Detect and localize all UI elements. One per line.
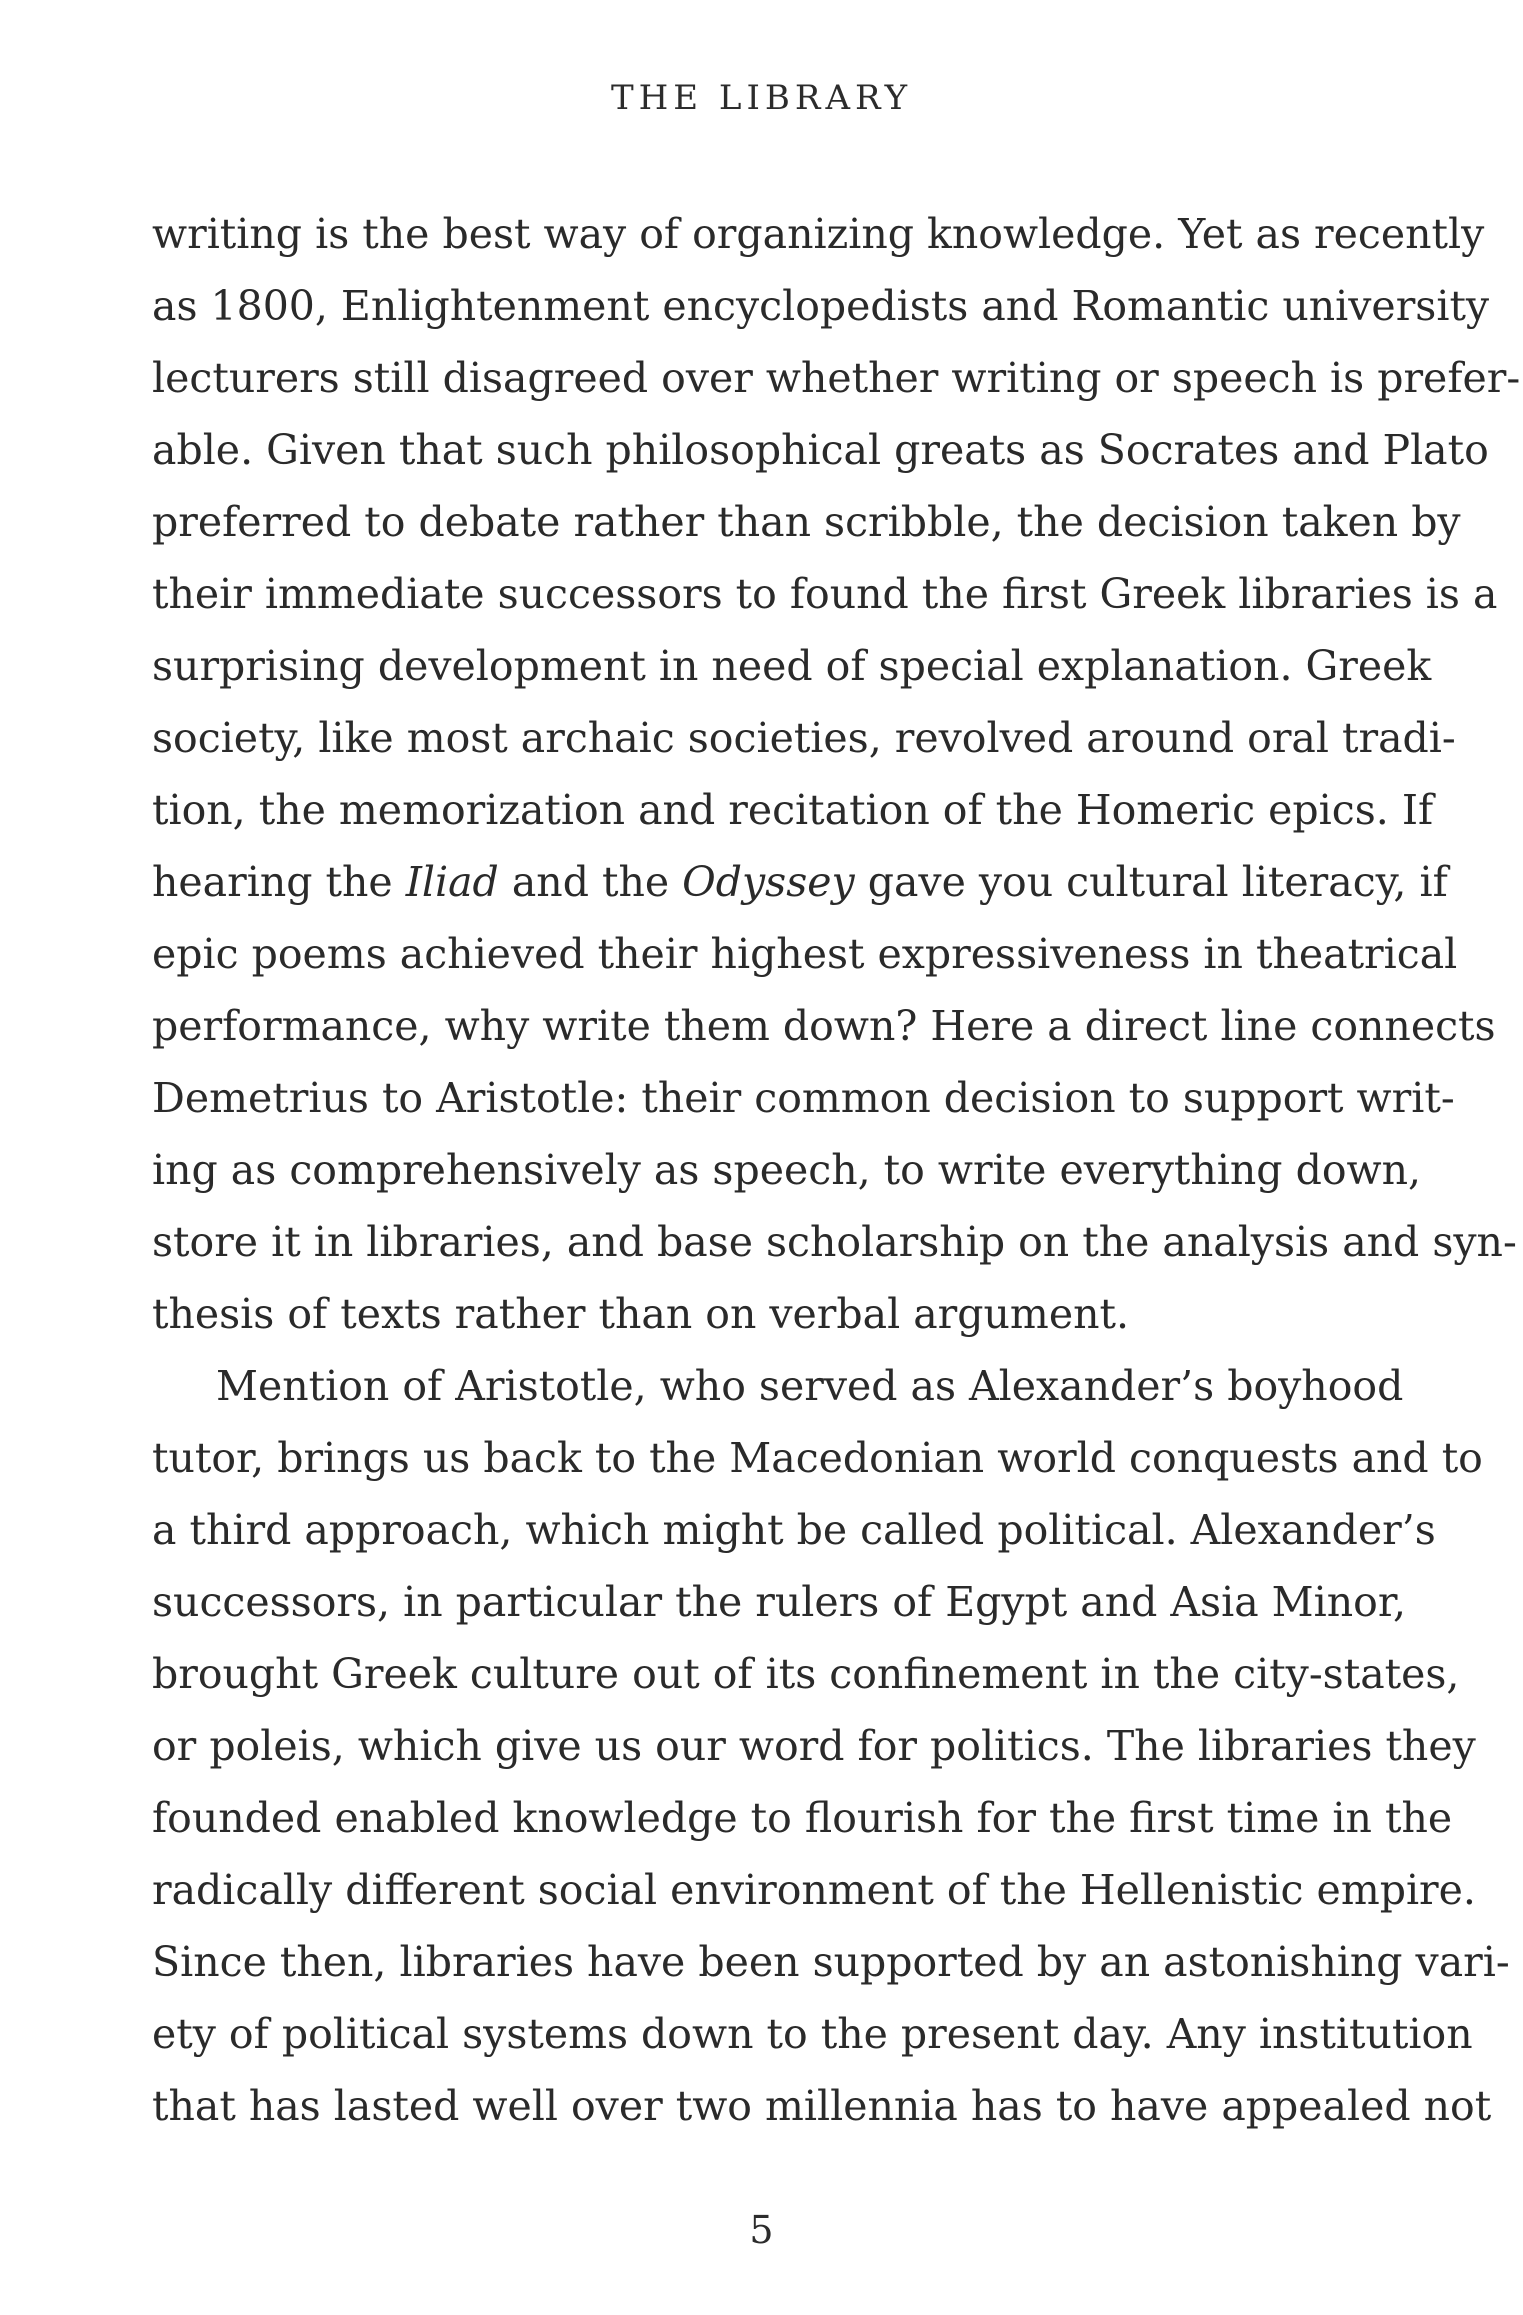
text-line-with-titles <box>152 846 1448 918</box>
text-line: as 1800, Enlightenment encyclopedists and Romantic university <box>152 282 1490 330</box>
text-line: performance, why write them down? Here a direct line connects <box>152 1002 1496 1050</box>
text-line: a third approach, which might be called political. Alexander’s <box>152 1506 1436 1554</box>
text-run: gave you cultural literacy, if <box>854 858 1448 906</box>
text-line: Mention of Aristotle, who served as Alexander’s boyhood <box>216 1362 1404 1410</box>
text-line: ing as comprehensively as speech, to write everything down, <box>152 1146 1422 1194</box>
text-line: founded enabled knowledge to flourish for the first time in the <box>152 1794 1453 1842</box>
text-line: writing is the best way of organizing knowledge. Yet as recently <box>152 210 1485 258</box>
text-line: brought Greek culture out of its confinement in the city-states, <box>152 1650 1460 1698</box>
book-title-iliad: Iliad <box>405 858 499 906</box>
book-title-odyssey: Odyssey <box>682 858 855 906</box>
text-line: tutor, brings us back to the Macedonian world conquests and to <box>152 1434 1483 1482</box>
text-line: preferred to debate rather than scribble, the decision taken by <box>152 498 1461 546</box>
text-line: epic poems achieved their highest expressiveness in theatrical <box>152 930 1458 978</box>
text-line: surprising development in need of special explanation. Greek <box>152 642 1432 690</box>
text-line: store it in libraries, and base scholarship on the analysis and syn- <box>152 1218 1517 1266</box>
text-line: or poleis, which give us our word for politics. The libraries they <box>152 1722 1476 1770</box>
text-line: Demetrius to Aristotle: their common decision to support writ- <box>152 1074 1455 1122</box>
text-line: ety of political systems down to the present day. Any institution <box>152 2010 1473 2058</box>
text-line: that has lasted well over two millennia has to have appealed not <box>152 2082 1492 2130</box>
text-line: able. Given that such philosophical greats as Socrates and Plato <box>152 426 1489 474</box>
text-line: their immediate successors to found the first Greek libraries is a <box>152 570 1498 618</box>
text-line: Since then, libraries have been supported by an astonishing vari- <box>152 1938 1510 1986</box>
text-line: successors, in particular the rulers of Egypt and Asia Minor, <box>152 1578 1406 1626</box>
text-line: thesis of texts rather than on verbal argument. <box>152 1290 1129 1338</box>
text-run: and the <box>498 858 683 906</box>
page-number: 5 <box>749 2208 774 2252</box>
text-line: tion, the memorization and recitation of the Homeric epics. If <box>152 786 1434 834</box>
running-head: THE LIBRARY <box>610 78 913 118</box>
body-text <box>152 198 1521 2142</box>
text-line: society, like most archaic societies, revolved around oral tradi- <box>152 714 1456 762</box>
text-line: radically different social environment of the Hellenistic empire. <box>152 1866 1476 1914</box>
text-run: hearing the <box>152 858 406 906</box>
text-line: lecturers still disagreed over whether writing or speech is prefer- <box>152 354 1521 402</box>
